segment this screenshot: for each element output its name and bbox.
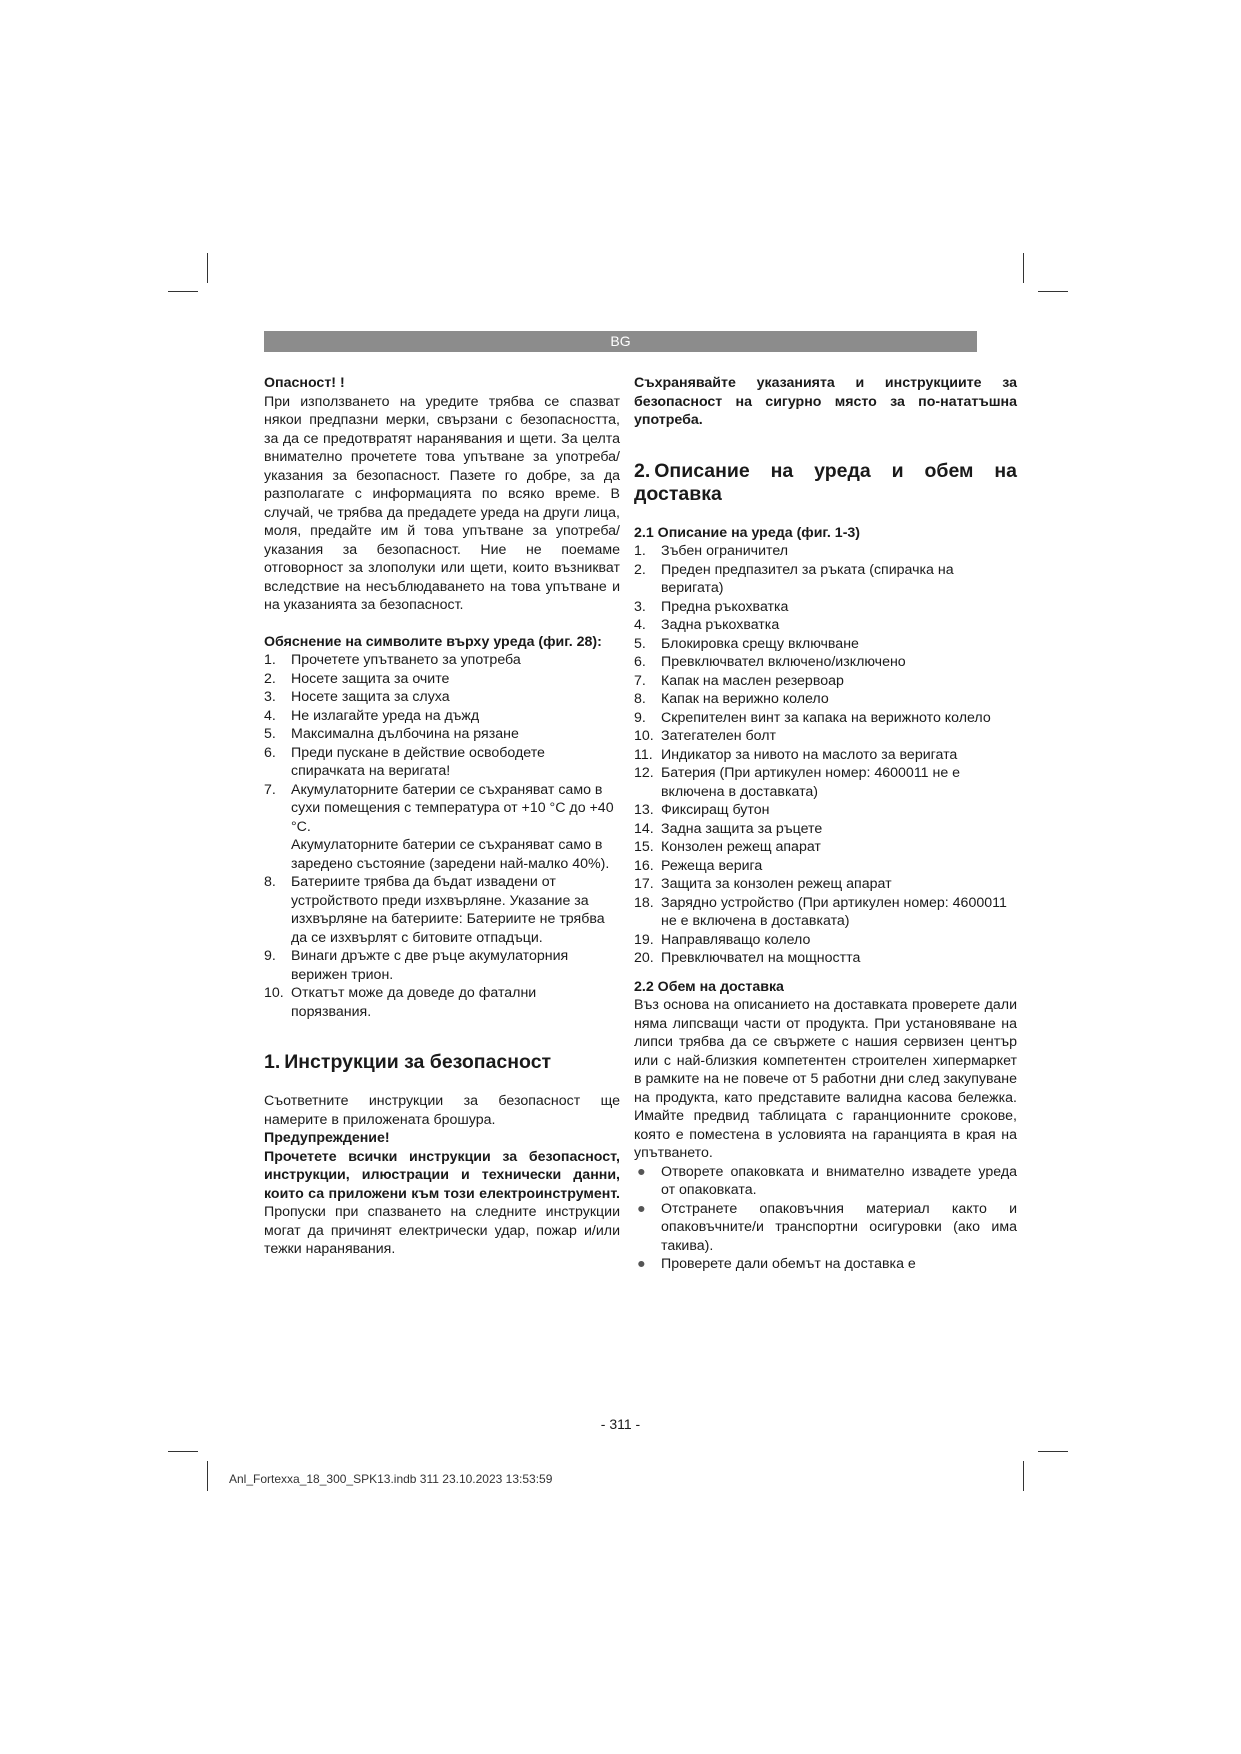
item-number: 3. [634, 598, 646, 615]
crop-mark [1038, 1451, 1068, 1452]
list-item [264, 670, 620, 689]
item-number: 2. [264, 670, 276, 687]
section-1-heading [264, 1051, 620, 1074]
section-number: 1. [264, 1051, 281, 1073]
item-text: Скрепителен винт за капака на верижното колело [661, 709, 991, 726]
item-text: Задна защита за ръцете [661, 820, 823, 837]
subsection-2-1-title: 2.1 Описание на уреда (фиг. 1-3) [634, 524, 861, 541]
item-number: 18. [634, 894, 654, 911]
item-text-extra: Акумулаторните батерии се съхраняват само в заредено състояние (заредени най-малко 40%). [291, 837, 610, 872]
list-item [634, 1163, 1017, 1200]
list-item [634, 727, 1017, 746]
warning-rest-text: Пропуски при спазването на следните инструкции могат да причинят електрически удар, пожар и/или тежки наранявания. [264, 1204, 620, 1257]
item-text: Акумулаторните батерии се съхраняват само в сухи помещения с температура от +10 °C до +40 °C. [291, 781, 614, 835]
item-text: Отворете опаковката и внимателно извадете уреда от опаковката. [661, 1163, 1017, 1198]
warning-text [264, 1148, 620, 1259]
item-text: Зарядно устройство (При артикулен номер: 4600011 не е включена в доставката) [661, 894, 1007, 929]
item-text: Батерия (При артикулен номер: 4600011 не е включена в доставката) [661, 765, 961, 800]
list-item [264, 707, 620, 726]
list-item [634, 875, 1017, 894]
right-column [634, 374, 1017, 1274]
crop-mark [1023, 1461, 1024, 1491]
item-number: 7. [264, 781, 276, 798]
item-number: 9. [264, 948, 276, 964]
item-number: 2. [634, 561, 646, 578]
crop-mark [1038, 291, 1068, 292]
list-item [634, 764, 1017, 801]
item-number: 6. [634, 654, 646, 670]
danger-title: Опасност! ! [264, 375, 345, 391]
delivery-bullets [634, 1163, 1017, 1274]
left-column [264, 374, 620, 1259]
item-number: 15. [634, 839, 654, 855]
item-text: Батериите трябва да бъдат извадени от устройството преди изхвърляне. Указание за изхвърляне на батериите: Батериите не трябва да се изхвърлят с битовите отпадъци. [291, 874, 605, 946]
section-2-heading [634, 460, 1017, 506]
list-item [634, 616, 1017, 635]
list-item [634, 709, 1017, 728]
crop-mark [207, 253, 208, 283]
item-text: Предна ръкохватка [661, 598, 789, 615]
list-item [634, 820, 1017, 839]
list-item [634, 894, 1017, 931]
item-text: Капак на верижно колело [661, 691, 829, 707]
list-item [634, 746, 1017, 765]
list-item [634, 1255, 1017, 1274]
item-number: 1. [634, 543, 646, 559]
item-text: Фиксиращ бутон [661, 802, 770, 818]
list-item [634, 635, 1017, 654]
list-item [264, 651, 620, 670]
item-number: 4. [264, 707, 276, 724]
list-item [634, 598, 1017, 617]
danger-text: При използването на уредите трябва се спазват някои предпазни мерки, свързани с безопасността, за да се предотвратят наранявания и щети. За целта внимателно прочетете това упътване за употреба/ указания за безопасност. Пазете го добре, за да разполагате с информацията по всяко време. В случай, че трябва да предадете уреда на други лица, моля, предайте им й това упътване за употреба/указания за безопасност. Ние не поемаме отговорност за злополуки или щети, които възникват вследствие на несъблюдаването на това упътване и на указанията за безопасност. [264, 393, 620, 613]
item-text: Индикатор за нивото на маслото за веригата [661, 746, 958, 763]
item-number: 4. [634, 617, 646, 633]
subsection-2-2-title: 2.2 Обем на доставка [634, 978, 784, 995]
list-item [264, 725, 620, 744]
keep-instructions-note: Съхранявайте указанията и инструкциите за безопасност на сигурно място за по-нататъшна употреба. [634, 375, 1017, 428]
item-number: 1. [264, 652, 276, 668]
item-text: Не излагайте уреда на дъжд [291, 707, 480, 724]
list-item [634, 838, 1017, 857]
section-number: 2. [634, 459, 651, 482]
item-number: 12. [634, 765, 654, 781]
language-code: BG [610, 333, 631, 349]
item-number: 5. [634, 635, 646, 652]
item-number: 19. [634, 931, 654, 948]
list-item [264, 744, 620, 781]
item-number: 6. [264, 744, 276, 761]
item-number: 10. [264, 985, 284, 1001]
item-text: Блокировка срещу включване [661, 635, 859, 652]
item-text: Преди пускане в действие освободете спирачката на веригата! [291, 744, 545, 779]
item-text: Направляващо колело [661, 931, 811, 948]
list-item [634, 653, 1017, 672]
warning-title: Предупреждение! [264, 1130, 390, 1146]
list-item [634, 801, 1017, 820]
item-text: Откатът може да доведе до фатални порязвания. [291, 985, 537, 1020]
list-item [264, 984, 620, 1021]
item-number: 13. [634, 802, 654, 818]
list-item [634, 949, 1017, 968]
item-text: Превключвател включено/изключено [661, 654, 906, 670]
page-number: - 311 - [600, 1416, 641, 1432]
item-number: 14. [634, 820, 654, 837]
section-1-text: Съответните инструкции за безопасност ще намерите в приложената брошура. [264, 1093, 620, 1128]
item-number: 20. [634, 950, 654, 966]
delivery-text: Въз основа на описанието на доставката проверете дали няма липсващи части от продукта. При установяване на липси трябва да се свържете с нашия сервизен център или с най-близкия компетентен строителен хипермаркет в рамките на не повече от 5 работни дни след закупуване на продукта, като представите валидна касова бележка. Имайте предвид таблицата с гаранционните срокове, която е поместена в условията на гаранцията в края на упътването. [634, 997, 1017, 1161]
item-text: Капак на маслен резервоар [661, 672, 844, 689]
section-title: Описание на уреда и обем на доставка [634, 459, 1017, 505]
bullet-icon: ● [637, 1200, 646, 1217]
item-text: Носете защита за очите [291, 670, 450, 687]
item-text: Режеща верига [661, 857, 763, 874]
item-text: Защита за конзолен режещ апарат [661, 876, 892, 892]
list-item [264, 873, 620, 947]
bullet-icon: ● [637, 1163, 646, 1180]
item-text: Проверете дали обемът на доставка е [661, 1256, 916, 1272]
item-number: 9. [634, 709, 646, 726]
list-item [634, 561, 1017, 598]
item-number: 8. [264, 874, 276, 890]
item-text: Затегателен болт [661, 728, 777, 744]
list-item [634, 542, 1017, 561]
item-number: 16. [634, 857, 654, 874]
warning-bold-text: Прочетете всички инструкции за безопасност, инструкции, илюстрации и технически данни, които са приложени към този електроинструмент. [264, 1148, 620, 1202]
list-item [634, 672, 1017, 691]
list-item [634, 690, 1017, 709]
item-number: 11. [634, 746, 653, 763]
list-item [264, 947, 620, 984]
list-item [264, 688, 620, 707]
section-title: Инструкции за безопасност [284, 1051, 552, 1073]
parts-list [634, 542, 1017, 968]
item-text: Максимална дълбочина на рязане [291, 726, 519, 742]
item-number: 5. [264, 726, 276, 742]
item-text: Зъбен ограничител [661, 543, 789, 559]
item-text: Превключвател на мощността [661, 950, 861, 966]
item-number: 17. [634, 876, 654, 892]
item-text: Винаги дръжте с две ръце акумулаторния верижен трион. [291, 948, 569, 983]
symbols-list [264, 651, 620, 1021]
crop-mark [1023, 253, 1024, 283]
item-number: 3. [264, 689, 276, 705]
print-footer: Anl_Fortexxa_18_300_SPK13.indb 311 23.10.2023 13:53:59 [229, 1472, 553, 1486]
item-text: Отстранете опаковъчния материал както и опаковъчните/и транспортни осигуровки (ако има такива). [661, 1200, 1017, 1254]
item-text: Задна ръкохватка [661, 617, 780, 633]
item-text: Прочетете упътването за употреба [291, 652, 521, 668]
item-text: Конзолен режещ апарат [661, 839, 821, 855]
list-item [634, 857, 1017, 876]
item-text: Носете защита за слуха [291, 689, 450, 705]
list-item [264, 781, 620, 874]
bullet-icon: ● [637, 1256, 646, 1272]
symbols-title: Обяснение на символите върху уреда (фиг. 28): [264, 633, 602, 650]
item-number: 7. [634, 672, 646, 689]
language-header-bar [264, 331, 977, 352]
list-item [634, 931, 1017, 950]
crop-mark [168, 1451, 198, 1452]
crop-mark [207, 1461, 208, 1491]
crop-mark [168, 291, 198, 292]
list-item [634, 1200, 1017, 1256]
item-number: 8. [634, 691, 646, 707]
item-number: 10. [634, 728, 654, 744]
item-text: Преден предпазител за ръката (спирачка на веригата) [661, 561, 954, 596]
